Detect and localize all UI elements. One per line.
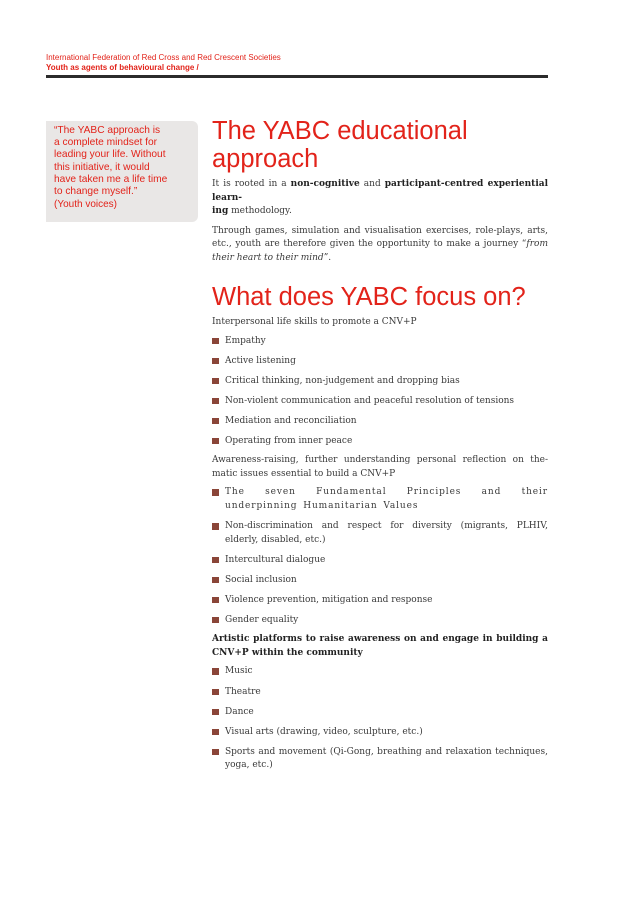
bold-term: participant-centred experiential learn-	[212, 179, 548, 203]
list-item-text: Intercultural dialogue	[225, 554, 326, 565]
list-item-text: The seven Fundamental Principles and their underpinning Humanitarian Values	[225, 487, 548, 511]
header-rule	[46, 75, 548, 78]
group-intro-awareness: Awareness-raising, further understanding personal reflection on the-matic issues essential to build a CNV+P	[212, 455, 548, 479]
quote-line: this initiative, it would	[54, 161, 150, 173]
list-item-text: Non-discrimination and respect for diversity (migrants, PLHIV, elderly, disabled, etc.)	[225, 521, 548, 545]
list-item-text: Mediation and reconciliation	[225, 415, 357, 426]
group-intro-life-skills: Interpersonal life skills to promote a CNV+P	[212, 317, 417, 327]
list-item	[212, 726, 548, 740]
list-item-text: Visual arts (drawing, video, sculpture, etc.)	[225, 726, 423, 737]
section-title-approach	[212, 117, 548, 173]
group-intro-artistic: Artistic platforms to raise awareness on and engage in building a CNV+P within the community	[212, 634, 548, 658]
list-item	[212, 614, 548, 628]
list-item	[212, 435, 548, 449]
list-item-text: Dance	[225, 706, 254, 717]
list-item-text: Active listening	[225, 355, 296, 366]
list-awareness	[212, 486, 548, 627]
list-item-text: Social inclusion	[225, 574, 297, 585]
list-item-text: Music	[225, 666, 253, 677]
list-item-text: Empathy	[225, 335, 266, 346]
list-item	[212, 665, 548, 679]
quote-text	[54, 125, 192, 198]
square-bullet-icon	[212, 597, 219, 604]
square-bullet-icon	[212, 577, 219, 584]
list-item-text: Operating from inner peace	[225, 435, 353, 446]
square-bullet-icon	[212, 729, 219, 736]
square-bullet-icon	[212, 398, 219, 405]
list-item	[212, 554, 548, 568]
list-item	[212, 486, 548, 513]
list-item-text: Violence prevention, mitigation and response	[225, 594, 433, 605]
list-item	[212, 335, 548, 349]
italic-phrase: from their heart to their mind	[212, 239, 548, 263]
list-item-text: Theatre	[225, 686, 261, 697]
text-run: Through games, simulation and visualisation exercises, role-plays, arts, etc., youth are therefore given the opportunity to make a journey “	[212, 225, 548, 249]
list-item	[212, 355, 548, 369]
square-bullet-icon	[212, 378, 219, 385]
list-item	[212, 415, 548, 429]
square-bullet-icon	[212, 617, 219, 624]
list-item	[212, 706, 548, 720]
quote-line: to change myself.”	[54, 186, 138, 198]
list-item	[212, 574, 548, 588]
quote-line: leading your life. Without	[54, 149, 166, 161]
quote-box	[46, 121, 198, 222]
list-item	[212, 395, 548, 409]
section-title-focus: What does YABC focus on?	[212, 283, 526, 311]
approach-paragraph-1	[212, 178, 548, 219]
list-item-text: Gender equality	[225, 614, 299, 625]
quote-line: “The YABC approach is	[54, 125, 161, 136]
square-bullet-icon	[212, 418, 219, 425]
square-bullet-icon	[212, 749, 219, 756]
square-bullet-icon	[212, 709, 219, 716]
bold-term: ing	[212, 206, 229, 216]
square-bullet-icon	[212, 438, 219, 445]
text-run: It is rooted in a	[212, 179, 291, 189]
quote-source: (Youth voices)	[54, 199, 117, 211]
square-bullet-icon	[212, 523, 219, 530]
list-item-text: Sports and movement (Qi-Gong, breathing and relaxation techniques, yoga, etc.)	[225, 746, 548, 771]
list-item	[212, 375, 548, 389]
text-run: and	[359, 179, 385, 189]
quote-line: have taken me a life time	[54, 173, 168, 185]
header-organization: International Federation of Red Cross and Red Crescent Societies	[46, 53, 281, 62]
list-artistic	[212, 665, 548, 772]
text-run: ”.	[323, 252, 332, 263]
header-subtitle: Youth as agents of behavioural change /	[46, 63, 199, 72]
list-item	[212, 746, 548, 773]
title-line: The YABC educational	[212, 117, 468, 145]
square-bullet-icon	[212, 689, 219, 696]
approach-paragraph-2	[212, 225, 548, 266]
square-bullet-icon	[212, 489, 219, 496]
square-bullet-icon	[212, 668, 219, 675]
list-item	[212, 594, 548, 608]
bold-term: non-cognitive	[290, 179, 360, 189]
list-item	[212, 686, 548, 700]
list-life-skills	[212, 335, 548, 449]
square-bullet-icon	[212, 338, 219, 345]
title-line: approach	[212, 145, 319, 173]
list-item	[212, 520, 548, 547]
list-item-text: Non-violent communication and peaceful resolution of tensions	[225, 395, 515, 406]
main-content	[212, 117, 548, 773]
list-item-text: Critical thinking, non-judgement and dropping bias	[225, 375, 460, 386]
quote-line: a complete mindset for	[54, 137, 158, 149]
square-bullet-icon	[212, 557, 219, 564]
text-run: methodology.	[228, 206, 292, 216]
page-header	[46, 53, 548, 73]
square-bullet-icon	[212, 358, 219, 365]
